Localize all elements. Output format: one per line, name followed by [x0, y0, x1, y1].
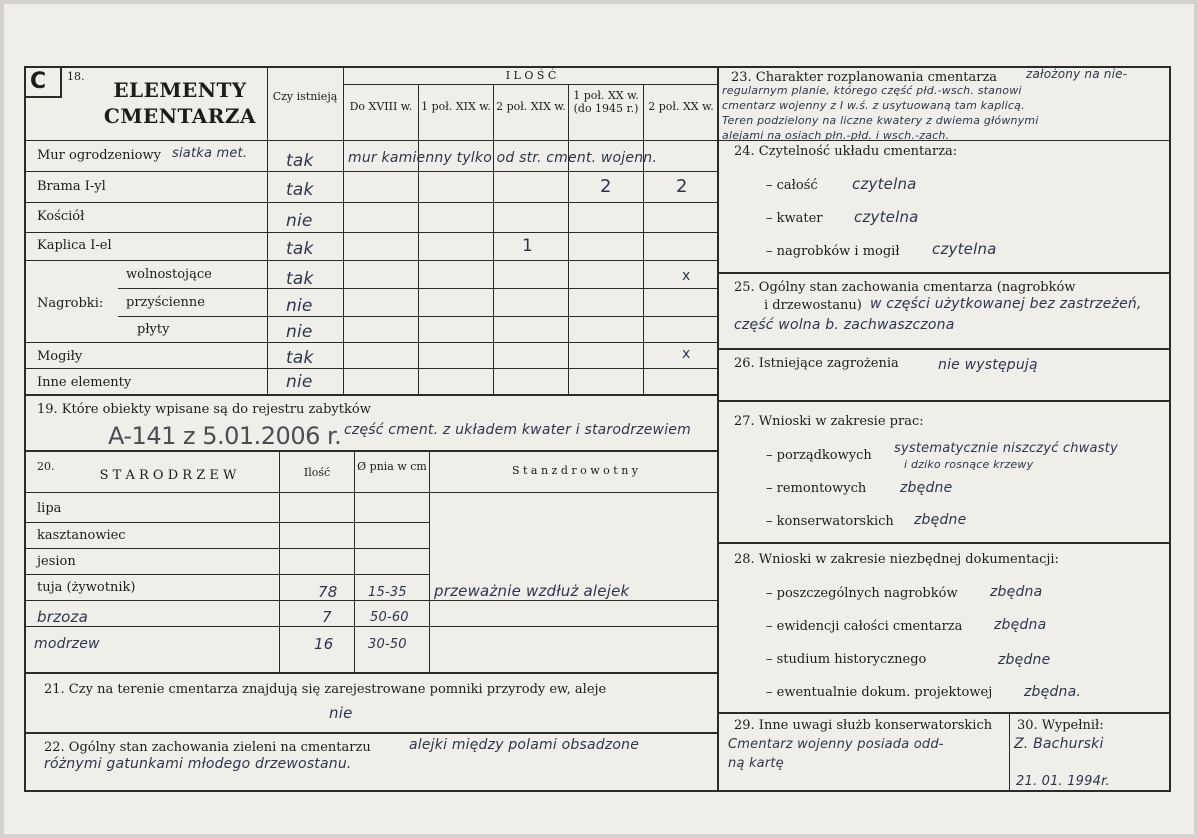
- s21-answer: nie: [329, 704, 353, 722]
- period-xviii: Do XVIII w.: [349, 100, 413, 113]
- s24-label: 24. Czytelność układu cmentarza:: [734, 144, 958, 159]
- tree-name-brzoza: brzoza: [37, 608, 89, 626]
- s28-item-nagrobkow: – poszczególnych nagrobków: [766, 586, 958, 601]
- przyscienne-exists: nie: [286, 296, 313, 316]
- s30-label: 30. Wypełnił:: [1017, 718, 1104, 733]
- tuja-pnia: 15-35: [368, 585, 407, 600]
- tree-name-lipa: lipa: [37, 501, 62, 516]
- s20-col-stan: S t a n z d r o w o t n y: [511, 464, 639, 477]
- s26-label: 26. Istniejące zagrożenia: [734, 356, 899, 371]
- s24-item-kwater: – kwater: [766, 211, 823, 226]
- tree-name-tuja: tuja (żywotnik): [37, 580, 136, 595]
- tuja-ilosc: 78: [318, 583, 338, 601]
- s23-hw-4: Teren podzielony na liczne kwatery z dwiema głównymi: [722, 114, 1039, 127]
- s28-nagrobkow-hw: zbędna: [990, 584, 1043, 600]
- tree-name-jesion: jesion: [37, 554, 76, 569]
- row-label-inne: Inne elementy: [37, 375, 132, 390]
- s22-hw-line1: alejki między polami obsadzone: [409, 737, 640, 753]
- row-label-przyscienne: przyścienne: [126, 295, 205, 310]
- s27-item-remontowych: – remontowych: [766, 481, 867, 496]
- inne-exists: nie: [286, 372, 313, 392]
- kosciol-exists: nie: [286, 211, 313, 231]
- s19-label: 19. Które obiekty wpisane są do rejestru zabytków: [37, 402, 371, 417]
- row-label-brama: Brama I-yl: [37, 179, 106, 194]
- s25-line2: i drzewostanu): [764, 298, 862, 313]
- s24-item-calosc: – całość: [766, 178, 818, 193]
- frame-right: [1169, 66, 1171, 792]
- kaplica-2xix: 1: [522, 236, 534, 256]
- section-number-18: 18.: [67, 70, 85, 83]
- brama-2xx: 2: [676, 176, 688, 197]
- period-2-xix: 2 poł. XIX w.: [496, 100, 566, 113]
- s24-nagrobkow-hw: czytelna: [932, 240, 997, 258]
- s28-ewidencji-hw: zbędna: [994, 617, 1047, 633]
- s19-register-stamp: A-141 z 5.01.2006 r.: [108, 422, 342, 450]
- period-2-xx: 2 poł. XX w.: [648, 100, 714, 113]
- s24-calosc-hw: czytelna: [852, 175, 917, 193]
- s27-label: 27. Wnioski w zakresie prac:: [734, 414, 924, 429]
- mur-extra: siatka met.: [172, 146, 248, 161]
- tree-name-kasztanowiec: kasztanowiec: [37, 528, 126, 543]
- s25-hw-1: w części użytkowanej bez zastrzeżeń,: [870, 296, 1142, 312]
- row-label-mogily: Mogiły: [37, 349, 83, 364]
- row-label-wolnostojace: wolnostojące: [126, 267, 212, 282]
- s30-filled-by: Z. Bachurski: [1014, 736, 1104, 752]
- frame-left: [24, 66, 26, 792]
- mogily-exists: tak: [286, 348, 314, 368]
- brzoza-ilosc: 7: [322, 608, 332, 626]
- plyty-exists: nie: [286, 322, 313, 342]
- s24-kwater-hw: czytelna: [854, 208, 919, 226]
- s27-konserwatorskich-hw: zbędne: [914, 512, 967, 528]
- czy-istnieja-header: Czy istnieją: [272, 90, 338, 103]
- frame-top: [24, 66, 1170, 68]
- row-label-plyty: płyty: [137, 322, 170, 337]
- brama-exists: tak: [286, 180, 314, 200]
- period-1-xx: 1 poł. XX w. (do 1945 r.): [573, 89, 639, 115]
- title-line-1: ELEMENTY: [113, 78, 247, 102]
- title-line-2: CMENTARZA: [103, 104, 257, 128]
- ilosc-header: I L O Ś Ć: [505, 69, 557, 82]
- s20-number: 20.: [37, 460, 55, 473]
- cemetery-record-card: [4, 4, 1194, 834]
- row-label-kosciol: Kościół: [37, 209, 85, 224]
- brama-1xx: 2: [600, 176, 612, 197]
- s27-porzadkowych-hw: systematycznie niszczyć chwasty: [894, 441, 1118, 456]
- s24-item-nagrobkow: – nagrobków i mogił: [766, 244, 900, 259]
- s20-col-pnia: Ø pnia w cm: [357, 460, 427, 473]
- s23-label: 23. Charakter rozplanowania cmentarza: [731, 70, 998, 85]
- s27-remontowych-hw: zbędne: [900, 480, 953, 496]
- wolnostojace-2xx: x: [682, 268, 691, 284]
- s25-hw-2: część wolna b. zachwaszczona: [734, 317, 955, 333]
- middle-divider: [717, 66, 719, 792]
- nagrobki-label: Nagrobki:: [37, 296, 104, 311]
- s20-col-ilosc: Ilość: [303, 466, 331, 479]
- s21-label: 21. Czy na terenie cmentarza znajdują się zarejestrowane pomniki przyrody ew, aleje: [44, 682, 607, 697]
- tuja-stan: przeważnie wzdłuż alejek: [434, 582, 630, 600]
- s23-hw-2: regularnym planie, którego część płd.-wsch. stanowi: [722, 84, 1022, 97]
- s27-porzadkowych-hw2: i dziko rosnące krzewy: [904, 458, 1034, 471]
- s30-date: 21. 01. 1994r.: [1016, 774, 1110, 789]
- frame-bottom: [24, 790, 1171, 792]
- row-label-kaplica: Kaplica I-el: [37, 238, 112, 253]
- s22-label: 22. Ogólny stan zachowania zieleni na cmentarzu: [44, 740, 371, 755]
- s27-item-konserwatorskich: – konserwatorskich: [766, 514, 894, 529]
- s23-hw-5: alejami na osiach płn.-płd. i wsch.-zach.: [722, 129, 950, 142]
- mur-exists: tak: [286, 151, 314, 171]
- s28-item-projektowej: – ewentualnie dokum. projektowej: [766, 685, 993, 700]
- mogily-2xx: x: [682, 346, 691, 362]
- s27-item-porzadkowych: – porządkowych: [766, 448, 872, 463]
- s29-label: 29. Inne uwagi służb konserwatorskich: [734, 718, 993, 733]
- s28-projektowej-hw: zbędna.: [1024, 684, 1082, 700]
- s23-hw-1: założony na nie-: [1026, 67, 1128, 81]
- wolnostojace-exists: tak: [286, 269, 314, 289]
- s22-hw-line2: różnymi gatunkami młodego drzewostanu.: [44, 756, 352, 772]
- period-1-xix: 1 poł. XIX w.: [421, 100, 491, 113]
- brzoza-pnia: 50-60: [370, 610, 409, 625]
- modrzew-ilosc: 16: [314, 635, 334, 653]
- row-label-mur: Mur ogrodzeniowy: [37, 148, 161, 163]
- s23-hw-3: cmentarz wojenny z I w.ś. z usytuowaną tam kaplicą.: [722, 99, 1025, 112]
- s25-line1: 25. Ogólny stan zachowania cmentarza (nagrobków: [734, 280, 1076, 295]
- s29-hw-2: ną kartę: [728, 756, 784, 771]
- s28-historycznego-hw: zbędne: [998, 652, 1051, 668]
- s28-item-historycznego: – studium historycznego: [766, 652, 927, 667]
- s28-label: 28. Wnioski w zakresie niezbędnej dokumentacji:: [734, 552, 1059, 567]
- s28-item-ewidencji: – ewidencji całości cmentarza: [766, 619, 963, 634]
- s29-hw-1: Cmentarz wojenny posiada odd-: [728, 737, 944, 752]
- s20-title: S T A R O D R Z E W: [99, 468, 237, 483]
- tree-name-modrzew: modrzew: [34, 636, 100, 652]
- section-letter: C: [30, 69, 47, 94]
- modrzew-pnia: 30-50: [368, 637, 407, 652]
- s26-hw: nie występują: [938, 357, 1038, 373]
- s19-handwriting: część cment. z układem kwater i starodrzewiem: [344, 422, 691, 438]
- kaplica-exists: tak: [286, 239, 314, 259]
- mur-note: mur kamienny tylko od str. cment. wojenn.: [348, 150, 657, 166]
